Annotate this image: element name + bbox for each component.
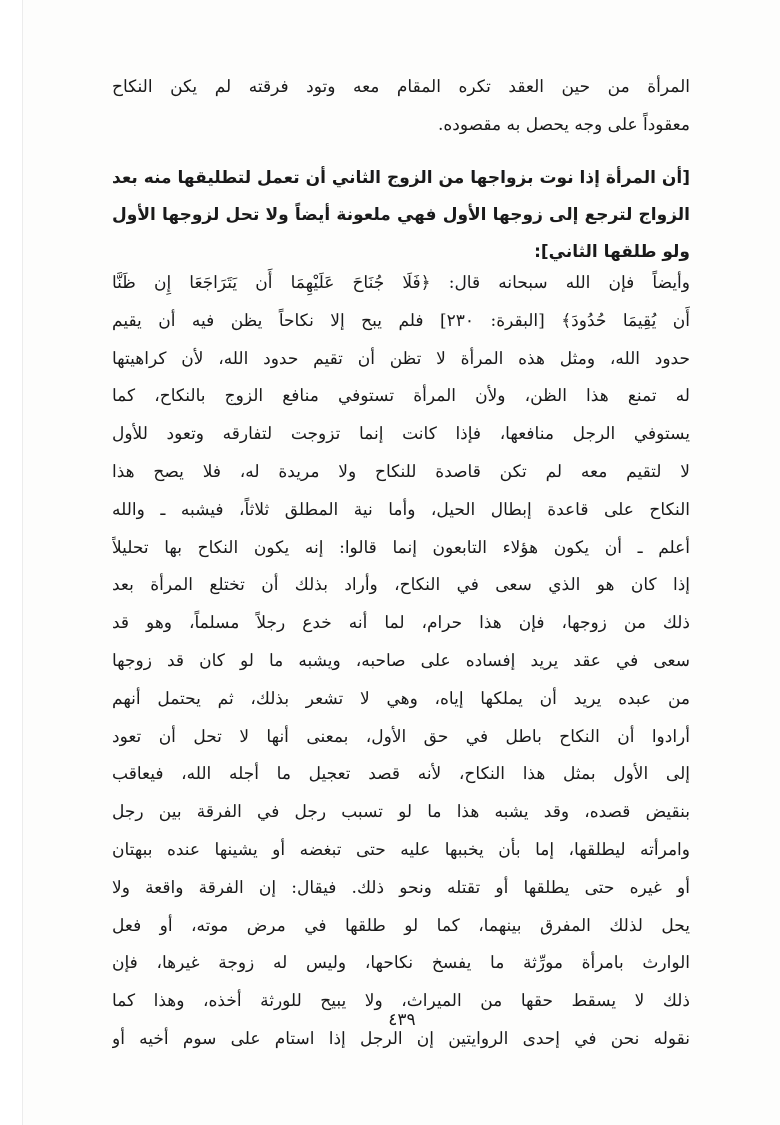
text-line: إلى الأول بمثل هذا النكاح، لأنه قصد تعجيل ما أجله الله، فيعاقب [112,764,690,785]
book-page [22,0,780,1125]
text-line: المرأة من حين العقد تكره المقام معه وتود فرقته لم يكن النكاح [112,77,690,97]
heading-line: الزواج لترجع إلى زوجها الأول فهي ملعونة أيضاً ولا تحل لزوجها الأول [112,205,690,225]
text-line: حدود الله، ومثل هذه المرأة لا تظن أن تقيم حدود الله، لأن كراهيتها [112,348,690,369]
page-number: ٤٣٩ [388,1010,416,1030]
text-line: ذلك من زوجها، فإن هذا حرام، لما أنه خدع رجلاً مسلماً، وهو قد [112,613,690,634]
text-line: نقوله نحن في إحدى الروايتين إن الرجل إذا استام على سوم أخيه أو [112,1028,690,1049]
section-heading [112,160,690,271]
text-line: من عبده يريد أن يملكها إياه، وهي لا تشعر بذلك، ثم يحتمل أنهم [112,688,690,709]
text-line: النكاح على قاعدة إبطال الحيل، وأما نية المطلق ثلاثاً، فيشبه ـ والله [112,499,690,520]
body-paragraph [112,265,690,1059]
text-line: أَن يُقِيمَا حُدُودَ﴾ [البقرة: ٢٣٠] فلم يبح إلا نكاحاً يظن فيه أن يقيم [112,310,690,331]
text-line: له تمنع هذا الظن، ولأن المرأة تستوفي منافع الزوج بالنكاح، كما [112,386,690,407]
text-line: معقوداً على وجه يحصل به مقصوده. [437,115,690,135]
text-line: وامرأته ليطلقها، إما بأن يخببها عليه حتى تبغضه أو يشينها عنده ببهتان [112,839,690,860]
intro-paragraph [112,68,690,144]
text-line: يستوفي الرجل منافعها، فإذا كانت إنما تزوجت لتفارقه وتعود للأول [112,424,690,445]
text-line: أرادوا أن النكاح باطل في حق الأول، بمعنى أنها لا تحل أن تعود [112,726,690,747]
text-line: إذا كان هو الذي سعى في النكاح، وأراد بذلك أن تختلع المرأة بعد [112,575,690,596]
text-line: أعلم ـ أن يكون هؤلاء التابعون إنما قالوا: إنه يكون النكاح بها تحليلاً [112,537,690,558]
heading-line: [أن المرأة إذا نوت بزواجها من الزوج الثاني أن تعمل لتطليقها منه بعد [112,168,690,188]
text-line: يحل لذلك المفرق بينهما، كما لو طلقها في مرض موته، أو فعل [112,915,690,936]
text-line: وأيضاً فإن الله سبحانه قال: ﴿فَلَا جُنَاحَ عَلَيْهِمَا أَن يَتَرَاجَعَا إِن ظَنَّا [112,273,690,293]
text-line: الوارث بامرأة مورِّثة ما يفسخ نكاحها، وليس له زوجة غيرها، فإن [112,953,690,974]
text-line: بنقيض قصده، وقد يشبه هذا ما لو تسبب رجل في الفرقة بين رجل [112,802,690,823]
text-line: أو غيره حتى يطلقها أو تقتله ونحو ذلك. فيقال: إن الفرقة واقعة ولا [112,877,690,898]
text-line: ذلك لا يسقط حقها من الميراث، ولا يبيح للورثة أخذه، وهذا كما [112,991,690,1012]
text-line: سعى في عقد يريد إفساده على صاحبه، ويشبه ما لو كان قد زوجها [112,650,690,671]
text-line: لا لتقيم معه لم تكن قاصدة للنكاح ولا مريدة له، فلا يصح هذا [112,461,690,482]
heading-line: ولو طلقها الثاني]: [534,242,690,262]
